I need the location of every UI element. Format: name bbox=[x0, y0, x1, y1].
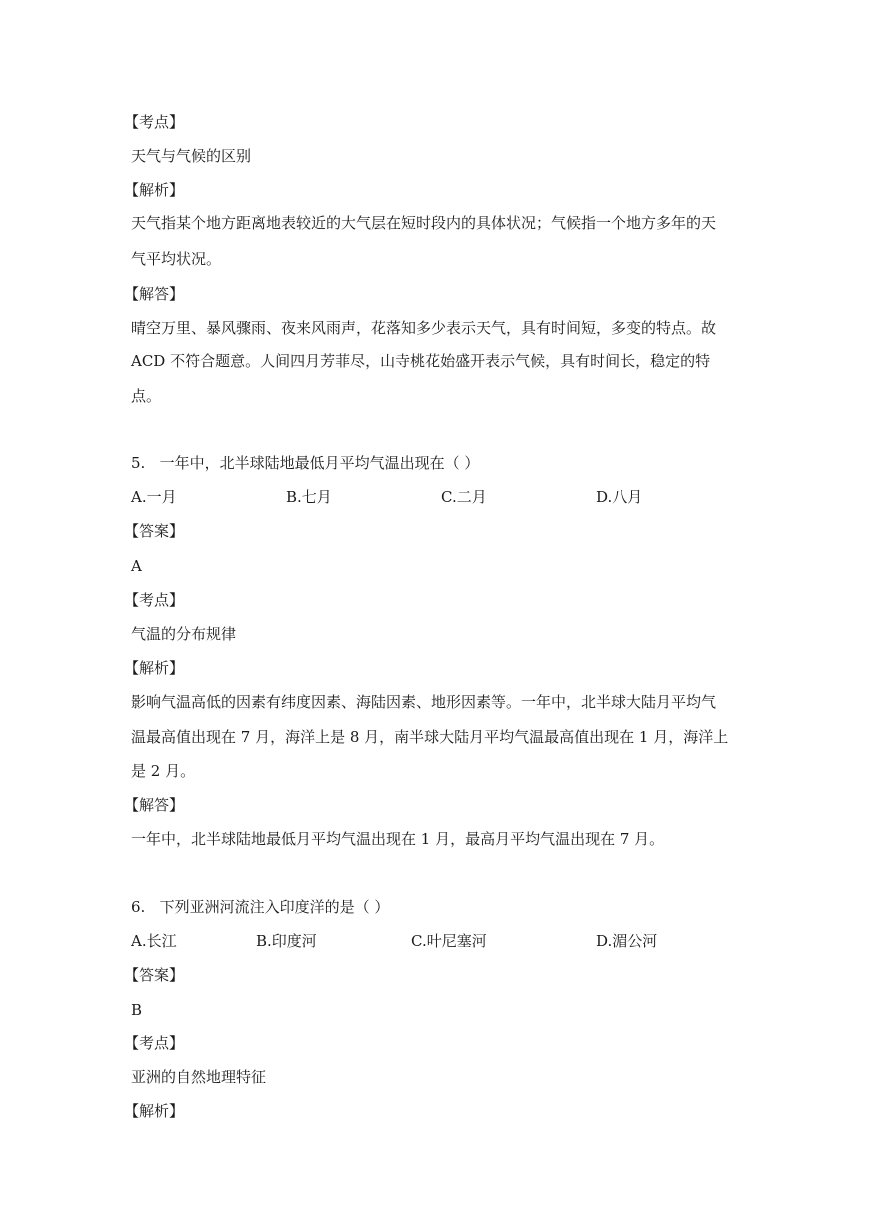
jieda-line: ACD 不符合题意。人间四月芳菲尽，山寺桃花始盛开表示气候，具有时间长，稳定的特 bbox=[131, 352, 711, 370]
kaodian-heading: 【考点】 bbox=[124, 1034, 185, 1052]
question-6: 6. 下列亚洲河流注入印度洋的是（ ） bbox=[131, 898, 390, 916]
jiexi-heading: 【解析】 bbox=[124, 659, 185, 677]
daan-text: B bbox=[131, 1001, 143, 1019]
option-c: C.叶尼塞河 bbox=[411, 932, 487, 950]
option-b: B.印度河 bbox=[256, 932, 317, 950]
jieda-line: 一年中，北半球陆地最低月平均气温出现在 1 月，最高月平均气温出现在 7 月。 bbox=[131, 830, 665, 848]
jieda-line: 晴空万里、暴风骤雨、夜来风雨声，花落知多少表示天气，具有时间短，多变的特点。故 bbox=[131, 319, 717, 337]
kaodian-text: 天气与气候的区别 bbox=[131, 147, 252, 165]
daan-heading: 【答案】 bbox=[124, 522, 185, 540]
jiexi-heading: 【解析】 bbox=[124, 181, 185, 199]
jieda-line: 点。 bbox=[131, 387, 162, 405]
option-a: A.一月 bbox=[131, 488, 177, 506]
option-d: D.八月 bbox=[596, 488, 643, 506]
jieda-heading: 【解答】 bbox=[124, 796, 185, 814]
option-b: B.七月 bbox=[286, 488, 332, 506]
jiexi-line: 温最高值出现在 7 月，海洋上是 8 月，南半球大陆月平均气温最高值出现在 1 月，海洋上 bbox=[131, 728, 729, 746]
option-c: C.二月 bbox=[441, 488, 487, 506]
question-5: 5. 一年中，北半球陆地最低月平均气温出现在（ ） bbox=[131, 454, 480, 472]
daan-text: A bbox=[131, 557, 142, 575]
option-a: A.长江 bbox=[131, 932, 177, 950]
kaodian-heading: 【考点】 bbox=[124, 591, 185, 609]
kaodian-text: 亚洲的自然地理特征 bbox=[131, 1068, 267, 1086]
kaodian-heading: 【考点】 bbox=[124, 113, 185, 131]
jiexi-line: 天气指某个地方距离地表较近的大气层在短时段内的具体状况；气候指一个地方多年的天 bbox=[131, 214, 717, 232]
kaodian-text: 气温的分布规律 bbox=[131, 625, 237, 643]
daan-heading: 【答案】 bbox=[124, 966, 185, 984]
jiexi-line: 气平均状况。 bbox=[131, 250, 222, 268]
jiexi-line: 影响气温高低的因素有纬度因素、海陆因素、地形因素等。一年中，北半球大陆月平均气 bbox=[131, 693, 717, 711]
jiexi-heading: 【解析】 bbox=[124, 1102, 185, 1120]
jiexi-line: 是 2 月。 bbox=[131, 762, 196, 780]
option-d: D.湄公河 bbox=[596, 932, 658, 950]
jieda-heading: 【解答】 bbox=[124, 285, 185, 303]
